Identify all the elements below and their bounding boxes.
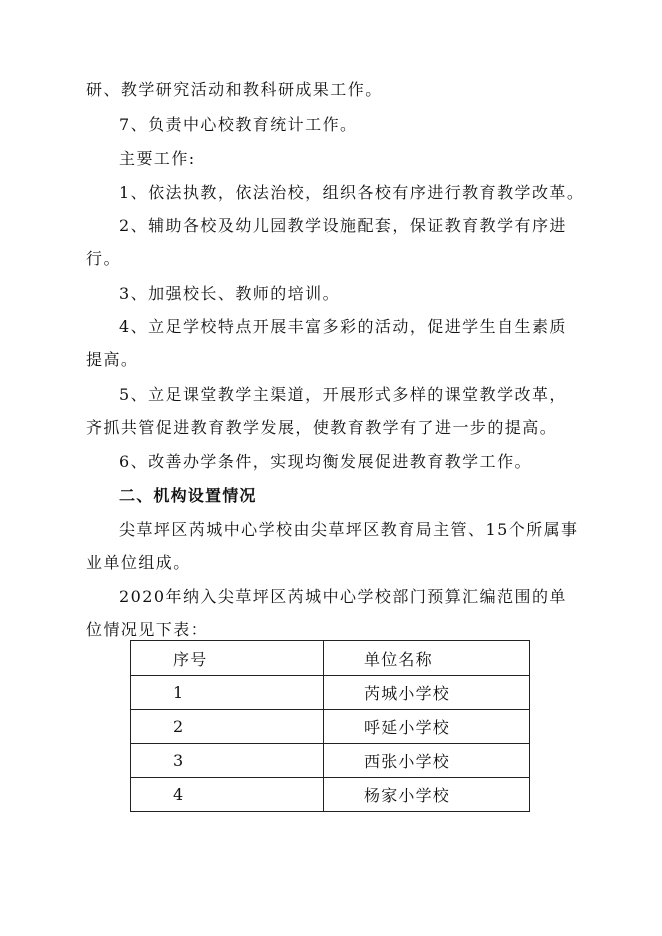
paragraph-work-3: 3、加强校长、教师的培训。 (119, 284, 341, 303)
paragraph-work-2-line2: 行。 (86, 249, 121, 268)
paragraph-work-1: 1、依法执教，依法治校，组织各校有序进行教育教学改革。 (119, 183, 585, 202)
paragraph-duty-7: 7、负责中心校教育统计工作。 (119, 115, 358, 134)
paragraph-table-intro-line2: 位情况见下表： (86, 620, 209, 639)
paragraph-org-line1: 尖草坪区芮城中心学校由尖草坪区教育局主管、15个所属事 (119, 520, 579, 539)
paragraph-work-6: 6、改善办学条件，实现均衡发展促进教育教学工作。 (119, 452, 532, 471)
table-cell-index: 4 (131, 778, 324, 812)
table-row (131, 778, 530, 812)
paragraph-work-2-line1: 2、辅助各校及幼儿园教学设施配套，保证教育教学有序进 (119, 216, 567, 235)
paragraph-continuation: 研、教学研究活动和教科研成果工作。 (86, 80, 383, 99)
paragraph-work-5-line2: 齐抓共管促进教育教学发展，使教育教学有了进一步的提高。 (86, 418, 558, 437)
paragraph-work-5-line1: 5、立足课堂教学主渠道，开展形式多样的课堂教学改革， (119, 385, 567, 404)
table-cell-unit-name: 呼延小学校 (324, 710, 530, 744)
table-cell-index: 1 (131, 676, 324, 710)
table-header-index: 序号 (131, 641, 324, 676)
table-cell-unit-name: 杨家小学校 (324, 778, 530, 812)
paragraph-main-work-label: 主要工作: (119, 149, 196, 168)
table-header-row (131, 641, 530, 676)
table-row (131, 676, 530, 710)
table-cell-unit-name: 芮城小学校 (324, 676, 530, 710)
paragraph-table-intro-line1: 2020年纳入尖草坪区芮城中心学校部门预算汇编范围的单 (119, 587, 567, 606)
paragraph-work-4-line2: 提高。 (86, 350, 139, 369)
table-cell-unit-name: 西张小学校 (324, 744, 530, 778)
section-heading: 二、机构设置情况 (119, 486, 257, 505)
table-cell-index: 3 (131, 744, 324, 778)
paragraph-work-4-line1: 4、立足学校特点开展丰富多彩的活动，促进学生自生素质 (119, 317, 567, 336)
units-table (130, 640, 530, 812)
table-row (131, 744, 530, 778)
table-row (131, 710, 530, 744)
paragraph-org-line2: 业单位组成。 (86, 553, 191, 572)
table-cell-index: 2 (131, 710, 324, 744)
table-header-unit-name: 单位名称 (324, 641, 530, 676)
